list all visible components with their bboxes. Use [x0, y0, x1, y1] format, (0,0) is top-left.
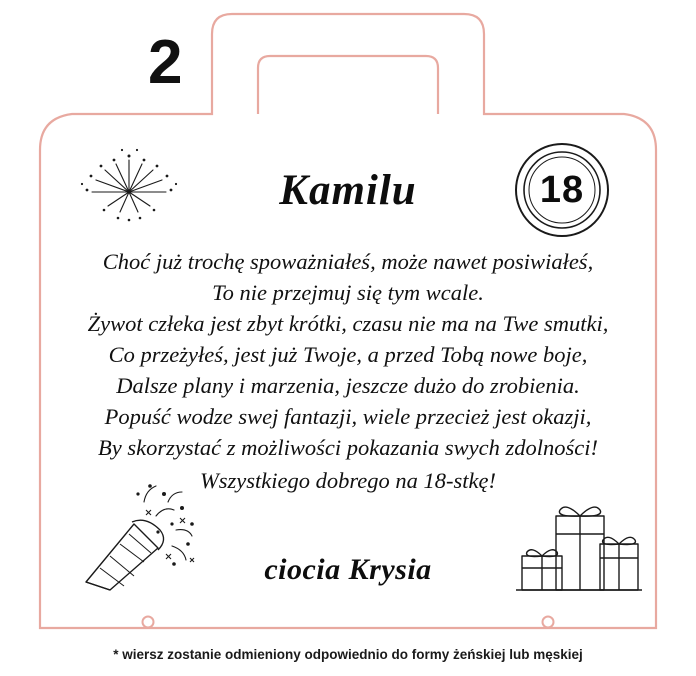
recipient-name: Kamilu [279, 167, 417, 214]
poem-line: Choć już trochę spoważniałeś, może nawet posiwiałeś, [102, 249, 594, 274]
poem-line: To nie przejmuj się tym wcale. [212, 280, 484, 305]
corner-number: 2 [148, 28, 183, 97]
poem-line: Popuść wodze swej fantazji, wiele przecież jest okazji, [104, 404, 592, 429]
poem-line: Dalsze plany i marzenia, jeszcze dużo do zrobienia. [116, 373, 580, 398]
poem-line: Wszystkiego dobrego na 18-stkę! [200, 468, 496, 493]
age-badge-value: 18 [539, 168, 585, 211]
signature-text: ciocia Krysia [264, 553, 432, 586]
footnote-text: * wiersz zostanie odmieniony odpowiednio do formy żeńskiej lub męskiej [113, 647, 583, 662]
poem-line: Żywot człeka jest zbyt krótki, czasu nie ma na Twe smutki, [87, 311, 609, 336]
poem-text [40, 246, 656, 496]
poem-line: Co przeżyłeś, jest już Twoje, a przed Tobą nowe boje, [108, 342, 588, 367]
poem-line: By skorzystać z możliwości pokazania swych zdolności! [98, 435, 598, 460]
